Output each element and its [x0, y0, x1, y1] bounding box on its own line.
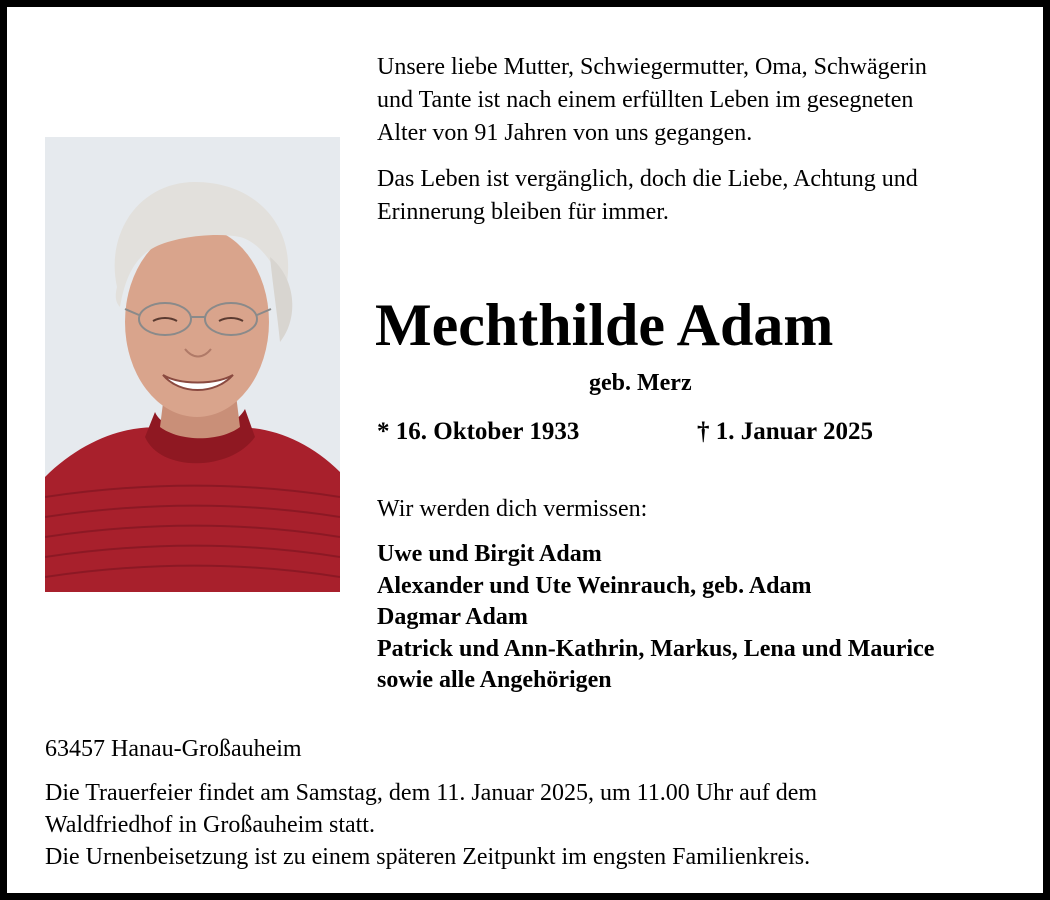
ceremony-line: Die Urnenbeisetzung ist zu einem späteren Zeitpunkt im engsten Familienkreis.: [45, 844, 811, 870]
mourner-entry: Alexander und Ute Weinrauch, geb. Adam: [377, 572, 812, 599]
intro-paragraph-1: [377, 51, 1027, 150]
birth-date: * 16. Oktober 1933: [377, 418, 580, 445]
ceremony-line: Die Trauerfeier findet am Samstag, dem 11. Januar 2025, um 11.00 Uhr auf dem: [45, 780, 818, 806]
intro-line: Alter von 91 Jahren von uns gegangen.: [377, 120, 753, 146]
portrait-icon: [45, 137, 340, 592]
mourner-entry: Dagmar Adam: [377, 604, 528, 630]
mourner-entry: Uwe und Birgit Adam: [377, 541, 602, 567]
place: 63457 Hanau-Großauheim: [45, 736, 302, 762]
intro-text: [377, 51, 1027, 242]
mourner-entry: Patrick und Ann-Kathrin, Markus, Lena und Maurice: [377, 635, 935, 662]
mourners-list: [377, 539, 934, 697]
mourner-entry: sowie alle Angehörigen: [377, 667, 612, 693]
death-date: † 1. Januar 2025: [697, 418, 873, 445]
intro-paragraph-2: [377, 163, 1027, 229]
ceremony-line: Waldfriedhof in Großauheim statt.: [45, 812, 375, 838]
ceremony-info: [45, 777, 1025, 873]
maiden-name: geb. Merz: [589, 370, 692, 396]
deceased-name: Mechthilde Adam: [375, 292, 834, 358]
intro-line: Erinnerung bleiben für immer.: [377, 199, 669, 225]
intro-line: und Tante ist nach einem erfüllten Leben im gesegneten: [377, 87, 914, 113]
intro-line: Das Leben ist vergänglich, doch die Liebe, Achtung und: [377, 166, 918, 192]
mourners-intro: Wir werden dich vermissen:: [377, 496, 648, 522]
portrait-photo: [45, 137, 340, 592]
intro-line: Unsere liebe Mutter, Schwiegermutter, Oma, Schwägerin: [377, 54, 927, 80]
